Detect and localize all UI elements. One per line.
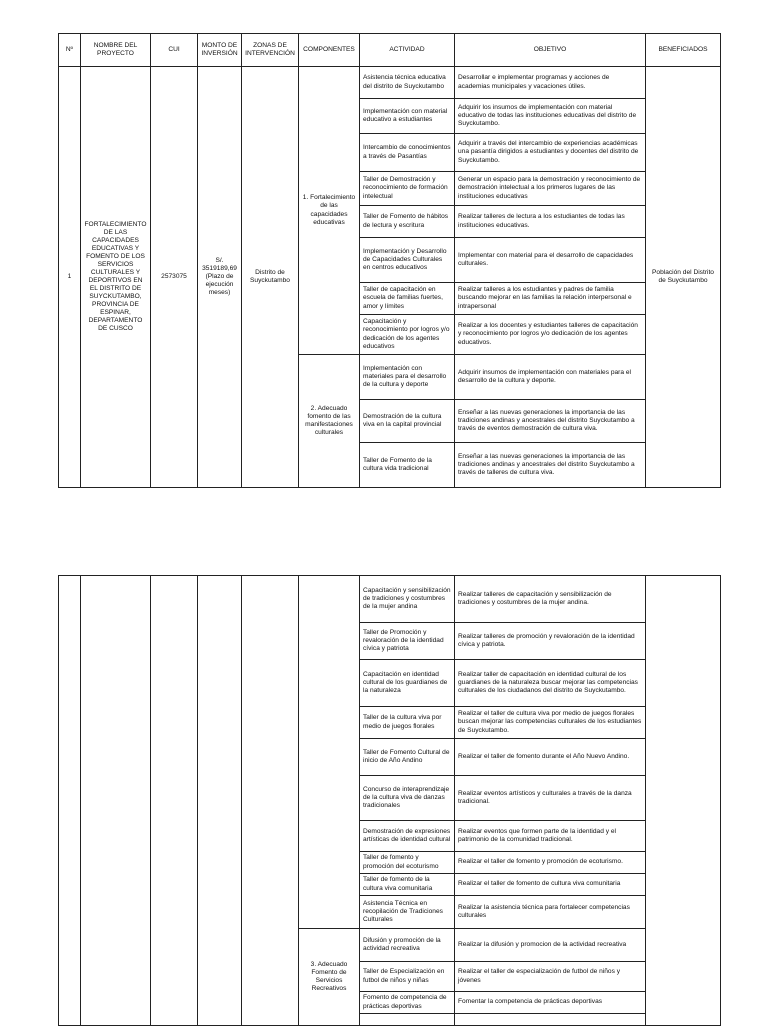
project-number: 1 [59,67,81,488]
objective-cell: Enseñar a las nuevas generaciones la importancia de las tradiciones andinas y ancestrales del distrito Suyckutambo a través de eventos demostración de cultura viva. [455,400,646,443]
activity-cell: Taller de fomento de la cultura viva comunitaria [360,874,455,896]
activity-cell: Implementación con material educativo a estudiantes [360,99,455,134]
objective-cell: Realizar eventos artísticos y culturales a través de la danza tradicional. [455,776,646,821]
activity-cell: Intercambio de conocimientos a través de Pasantías [360,134,455,172]
activity-cell: Demostración de la cultura viva en la capital provincial [360,400,455,443]
objective-cell: Implementar con material para el desarrollo de capacidades culturales. [455,238,646,283]
objective-cell: Realizar el taller de fomento de cultura viva comunitaria [455,874,646,896]
activity-cell: Taller de Fomento Cultural de inicio de Año Andino [360,739,455,776]
objective-cell: Realizar talleres de capacitación y sensibilización de tradiciones y costumbres de la mujer andina. [455,576,646,623]
project-cui: 2573075 [151,67,198,488]
header-objective: OBJETIVO [455,34,646,67]
objective-cell: Adquirir a través del intercambio de experiencias académicas una pasantía dirigidos a estudiantes y docentes del distrito de Suyckutambo. [455,134,646,172]
activity-cell: Taller de Fomento de la cultura vida tradicional [360,443,455,488]
activity-cell: Taller de fomento y promoción del ecoturismo [360,852,455,874]
activity-cell: Implementación con materiales para el desarrollo de la cultura y deporte [360,355,455,400]
header-beneficiaries: BENEFICIADOS [646,34,721,67]
objective-cell: Realizar el taller de cultura viva por medio de juegos florales buscan mejorar las competencias culturales de los estudiantes de Suyckutambo. [455,707,646,739]
project-amount: S/. 3519189,69 (Plazo de ejecución meses) [198,67,242,488]
objective-cell: Realizar talleres de lectura a los estudiantes de todas las instituciones educativas. [455,206,646,238]
objective-cell: Adquirir insumos de implementación con materiales para el desarrollo de la cultura y deporte. [455,355,646,400]
objective-cell: Realizar la asistencia técnica para fortalecer competencias culturales [455,896,646,929]
empty-cell [81,576,151,1026]
activity-cell: Difusión y promoción de la actividad recreativa [360,929,455,962]
objective-cell: Adquirir los insumos de implementación con material educativo de todas las instituciones educativas del distrito de Suyckutambo. [455,99,646,134]
objective-cell: Realizar el taller de fomento y promoción de ecoturismo. [455,852,646,874]
table-row [59,67,721,99]
objective-cell: Realizar talleres de promoción y revaloración de la identidad cívica y patriota. [455,623,646,660]
objective-cell: Desarrollar e implementar programas y acciones de academias municipales y vacaciones útiles. [455,67,646,99]
activity-cell: Capacitación en identidad cultural de los guardianes de la naturaleza [360,660,455,707]
activity-cell: Fomento de competencia de prácticas deportivas [360,992,455,1014]
activity-cell: Taller de Especialización en futbol de niños y niñas [360,962,455,992]
component-2: 2. Adecuado fomento de las manifestaciones culturales [299,355,360,488]
activity-cell: Taller de Fomento de hábitos de lectura y escritura [360,206,455,238]
header-components: COMPONENTES [299,34,360,67]
component-3: 3. Adecuado Fomento de Servicios Recreativos [299,929,360,1026]
objective-cell: Enseñar a las nuevas generaciones la importancia de las tradiciones andinas y ancestrales del distrito Suyckutambo a través de talleres de cultura viva. [455,443,646,488]
project-name: FORTALECIMIENTO DE LAS CAPACIDADES EDUCATIVAS Y FOMENTO DE LOS SERVICIOS CULTURALES Y DEPORTIVOS EN EL DISTRITO DE SUYCKUTAMBO, PROVINCIA DE ESPINAR, DEPARTAMENTO DE CUSCO [81,67,151,488]
objective-cell: Realizar taller de capacitación en identidad cultural de los guardianes de la naturaleza buscar mejorar las competencias culturales de los ciudadanos del distrito de Suyckutambo. [455,660,646,707]
objective-cell: Realizar el taller de especialización de futbol de niños y jóvenes [455,962,646,992]
activity-cell: Concurso de interaprendizaje de la cultura viva de danzas tradicionales [360,776,455,821]
activity-cell: Demostración de expresiones artísticas de identidad cultural [360,821,455,852]
header-row [59,34,721,67]
header-amount: MONTO DE INVERSIÓN [198,34,242,67]
header-activity: ACTIVIDAD [360,34,455,67]
objective-cell: Generar un espacio para la demostración y reconocimiento de demostración intelectual a los primeros lugares de las instituciones educativas [455,172,646,206]
header-project: NOMBRE DEL PROYECTO [81,34,151,67]
empty-cell [299,576,360,929]
activity-cell: Taller de Promoción y revaloración de la identidad cívica y patriota [360,623,455,660]
project-zone: Distrito de Suyckutambo [242,67,299,488]
objective-cell: Realizar la difusión y promocion de la actividad recreativa [455,929,646,962]
project-beneficiaries: Población del Distrito de Suyckutambo [646,67,721,488]
objective-cell: Realizar talleres a los estudiantes y padres de familia buscando mejorar en las familias la relación interpersonal e intrapersonal [455,283,646,315]
objective-cell: Realizar el taller de fomento durante el Año Nuevo Andino. [455,739,646,776]
header-num: Nº [59,34,81,67]
table-row [59,576,721,623]
activity-cell: Taller de capacitación en escuela de familias fuertes, amor y límites [360,283,455,315]
empty-cell [646,576,721,1026]
header-cui: CUI [151,34,198,67]
activity-cell: Asistencia Técnica en recopilación de Tradiciones Culturales [360,896,455,929]
component-1: 1. Fortalecimiento de las capacidades educativas [299,67,360,355]
objective-cell: Fomentar la competencia de prácticas deportivas [455,992,646,1014]
header-zone: ZONAS DE INTERVENCIÓN [242,34,299,67]
empty-cell [151,576,198,1026]
activity-cell: Capacitación y sensibilización de tradiciones y costumbres de la mujer andina [360,576,455,623]
empty-cell [242,576,299,1026]
empty-cell [59,576,81,1026]
objective-cell: Realizar a los docentes y estudiantes talleres de capacitación y reconocimiento por logros y/o dedicación de los agentes educativos. [455,315,646,355]
objective-cell: Realizar eventos que formen parte de la identidad y el patrimonio de la comunidad tradicional. [455,821,646,852]
activity-cell: Asistencia técnica educativa del distrito de Suyckutambo [360,67,455,99]
empty-cell [198,576,242,1026]
activity-cell: Implementación y Desarrollo de Capacidades Culturales en centros educativos [360,238,455,283]
project-table-page-1 [58,33,721,488]
activity-cell: Taller de la cultura viva por medio de juegos florales [360,707,455,739]
activity-cell: Capacitación y reconocimiento por logros y/o dedicación de los agentes educativos [360,315,455,355]
project-table-page-2 [58,575,721,1026]
activity-cell: Taller de Demostración y reconocimiento de formación intelectual [360,172,455,206]
